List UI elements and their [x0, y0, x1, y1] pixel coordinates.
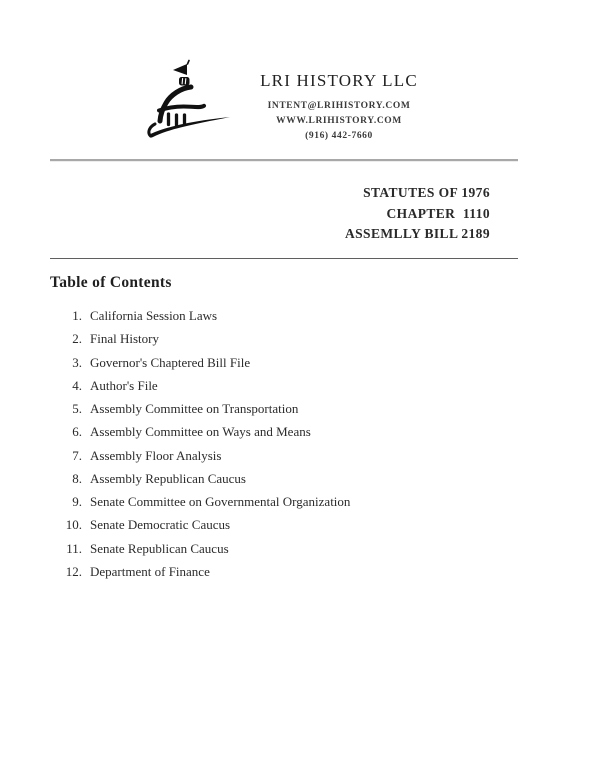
toc-item-number: 8. [72, 470, 82, 486]
toc-item [0, 537, 600, 560]
toc-item [0, 351, 600, 374]
toc-item [0, 328, 600, 351]
toc-item [0, 467, 600, 490]
toc-item-number: 7. [72, 447, 82, 463]
chapter-line: CHAPTER 1110 [386, 205, 490, 221]
toc-item-label: California Session Laws [90, 308, 218, 324]
toc-item-label: Senate Republican Caucus [90, 540, 229, 556]
toc-heading: Table of Contents [50, 273, 172, 291]
statutes-line: STATUTES OF 1976 [363, 185, 490, 200]
toc-item-number: 4. [72, 377, 82, 393]
company-website: WWW.LRIHISTORY.COM [276, 116, 402, 126]
capitol-dome-logo [143, 57, 233, 143]
toc-item [0, 560, 600, 583]
toc-item-label: Department of Finance [90, 563, 210, 579]
company-phone: (916) 442-7660 [305, 131, 373, 141]
toc-item-number: 12. [65, 563, 82, 579]
toc-item-number: 9. [72, 494, 82, 510]
toc-item-number: 5. [72, 401, 82, 417]
toc-item [0, 398, 600, 421]
toc-item-number: 10. [65, 517, 82, 533]
toc-item [0, 444, 600, 467]
toc-item-number: 3. [72, 354, 82, 370]
toc-item-label: Assembly Committee on Transportation [90, 401, 299, 417]
company-email: INTENT@LRIHISTORY.COM [267, 101, 411, 111]
company-name: LRI HISTORY LLC [260, 71, 418, 90]
toc-item-label: Final History [90, 331, 159, 347]
toc-list [0, 305, 600, 584]
toc-item-number: 6. [72, 424, 82, 440]
toc-item-label: Senate Democratic Caucus [90, 517, 231, 533]
letterhead-text [233, 57, 445, 144]
toc-item-number: 2. [72, 331, 82, 347]
toc-item [0, 305, 600, 328]
toc-item-label: Governor's Chaptered Bill File [90, 354, 251, 370]
toc-item [0, 421, 600, 444]
toc-item-label: Senate Committee on Governmental Organization [90, 494, 351, 510]
toc-item-label: Assembly Republican Caucus [90, 470, 246, 486]
toc-item [0, 514, 600, 537]
assembly-bill-line: ASSEMLLY BILL 2189 [344, 226, 490, 241]
divider-top [50, 159, 518, 162]
toc-item [0, 491, 600, 514]
toc-item [0, 374, 600, 397]
toc-item-label: Assembly Committee on Ways and Means [90, 424, 311, 440]
letterhead [0, 0, 594, 144]
toc-item-number: 11. [66, 540, 82, 556]
bill-reference-block [0, 183, 490, 245]
toc-item-label: Assembly Floor Analysis [90, 447, 222, 463]
toc-item-label: Author's File [90, 377, 158, 393]
toc-item-number: 1. [72, 308, 82, 324]
divider-bottom [50, 258, 518, 259]
